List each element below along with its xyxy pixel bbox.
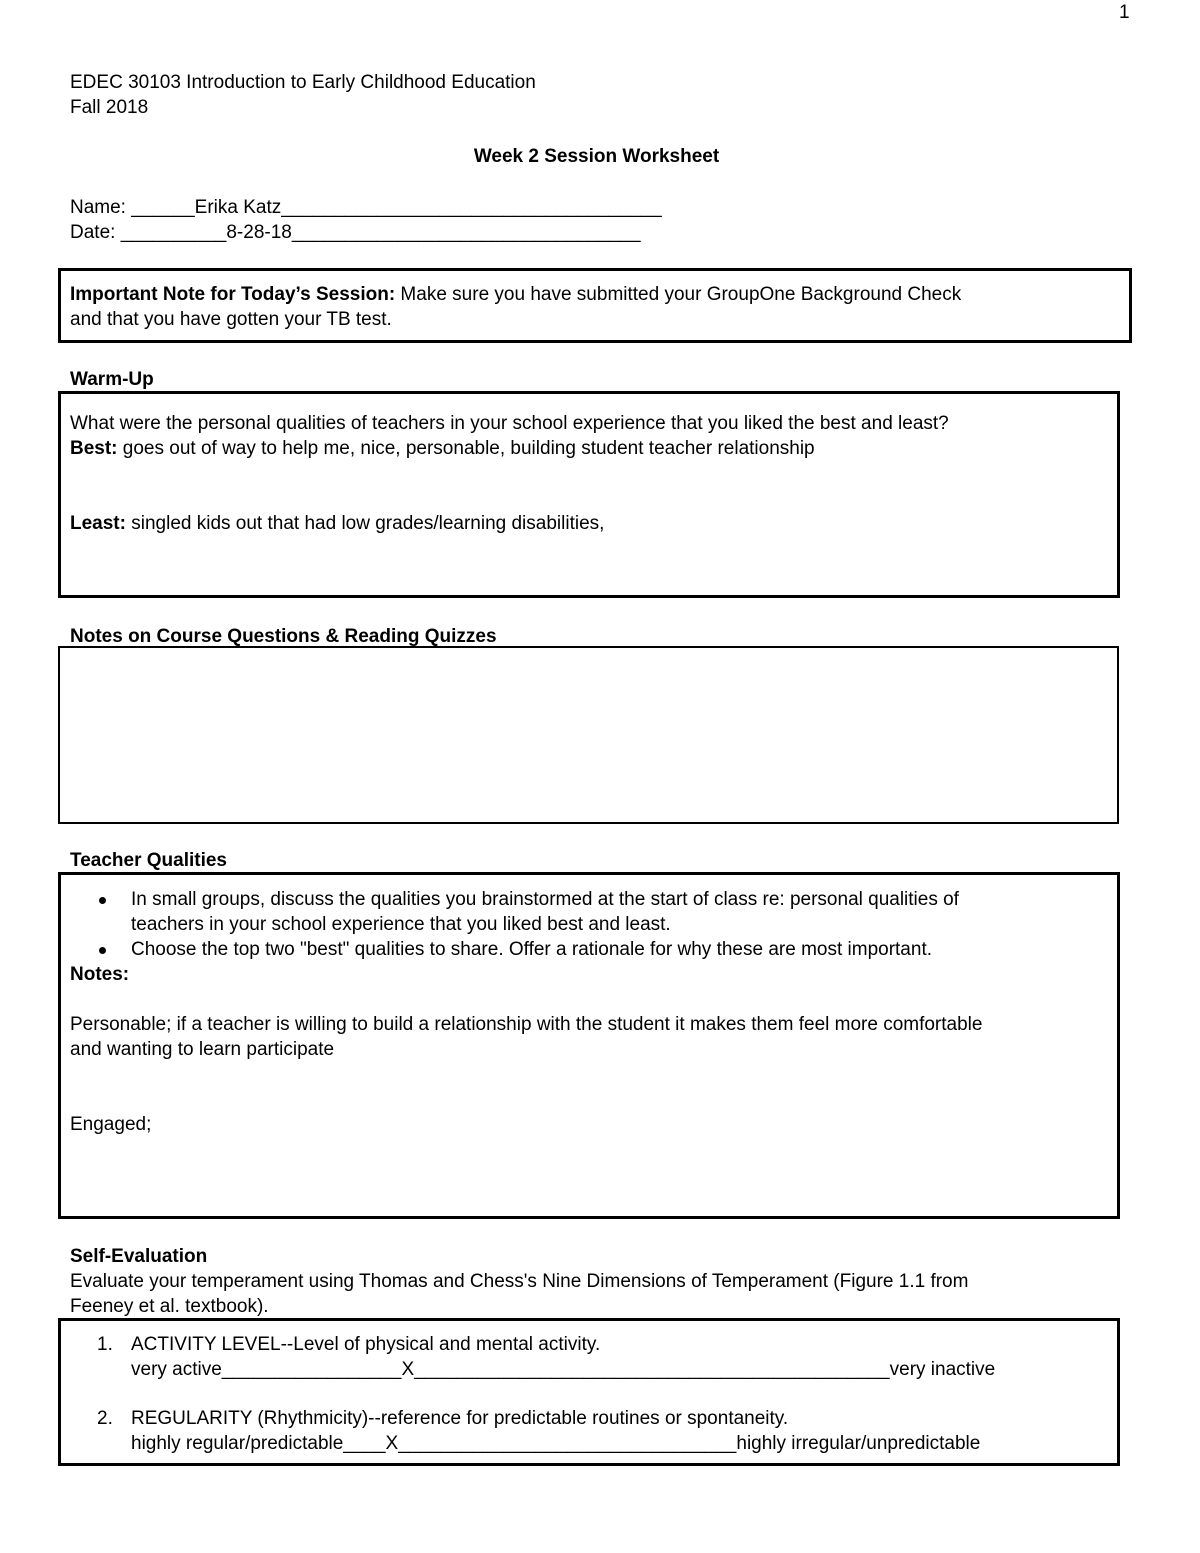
important-note-text-2: and that you have gotten your TB test.: [70, 309, 392, 330]
date-field: Date: __________8-28-18_________________________________: [70, 222, 641, 243]
temperament-list: [61, 1332, 1117, 1456]
teacher-qualities-box: [58, 872, 1120, 1219]
course-notes-heading: Notes on Course Questions & Reading Quizzes: [70, 626, 497, 647]
warmup-question: What were the personal qualities of teachers in your school experience that you liked the best and least?: [70, 413, 949, 434]
list-item: [61, 1332, 1117, 1382]
temperament-box: [58, 1318, 1120, 1466]
bullet-1-line-2: teachers in your school experience that you liked best and least.: [131, 914, 671, 935]
note-1-line-2: and wanting to learn participate: [70, 1039, 335, 1060]
bullet-icon: [99, 947, 106, 954]
page-title: Week 2 Session Worksheet: [473, 146, 720, 167]
bullet-1-line-1: In small groups, discuss the qualities you brainstormed at the start of class re: personal qualities of: [131, 889, 959, 910]
list-item: [61, 1406, 1117, 1456]
dimension-scale: highly regular/predictable____X________________________________highly irregular/unpredictable: [131, 1433, 981, 1454]
bullet-icon: [99, 897, 106, 904]
important-note-label: Important Note for Today’s Session:: [70, 284, 396, 305]
page-number: 1: [1119, 2, 1130, 23]
item-number: 1.: [97, 1334, 113, 1355]
course-notes-box: [58, 646, 1119, 824]
least-answer: singled kids out that had low grades/learning disabilities,: [125, 513, 605, 534]
least-label: Least:: [70, 513, 126, 534]
list-item: [61, 937, 1117, 962]
warmup-heading: Warm-Up: [70, 369, 154, 390]
self-evaluation-intro-2: Feeney et al. textbook).: [70, 1296, 269, 1317]
self-evaluation-heading: Self-Evaluation: [70, 1246, 208, 1267]
teacher-qualities-heading: Teacher Qualities: [70, 850, 227, 871]
warmup-box: [58, 391, 1120, 598]
dimension-title: REGULARITY (Rhythmicity)--reference for predictable routines or spontaneity.: [131, 1408, 789, 1429]
important-note-text: Make sure you have submitted your GroupOne Background Check: [395, 284, 962, 305]
name-field: Name: ______Erika Katz____________________________________: [70, 197, 662, 218]
self-evaluation-intro-1: Evaluate your temperament using Thomas and Chess's Nine Dimensions of Temperament (Figure 1.1 from: [70, 1271, 969, 1292]
note-2: Engaged;: [70, 1114, 152, 1135]
bullet-2: Choose the top two "best" qualities to share. Offer a rationale for why these are most important.: [131, 939, 932, 960]
dimension-scale: very active_________________X_____________________________________________very inactive: [131, 1359, 996, 1380]
dimension-title: ACTIVITY LEVEL--Level of physical and mental activity.: [131, 1334, 601, 1355]
list-item: [61, 887, 1117, 937]
best-label: Best:: [70, 438, 118, 459]
notes-label: Notes:: [70, 964, 130, 985]
best-answer: goes out of way to help me, nice, personable, building student teacher relationship: [117, 438, 815, 459]
important-note-box: [58, 268, 1132, 343]
course-title: EDEC 30103 Introduction to Early Childhood Education: [70, 72, 536, 93]
instruction-list: [61, 887, 1117, 962]
term: Fall 2018: [70, 97, 149, 118]
item-number: 2.: [97, 1408, 113, 1429]
note-1-line-1: Personable; if a teacher is willing to build a relationship with the student it makes them feel more comfortable: [70, 1014, 983, 1035]
